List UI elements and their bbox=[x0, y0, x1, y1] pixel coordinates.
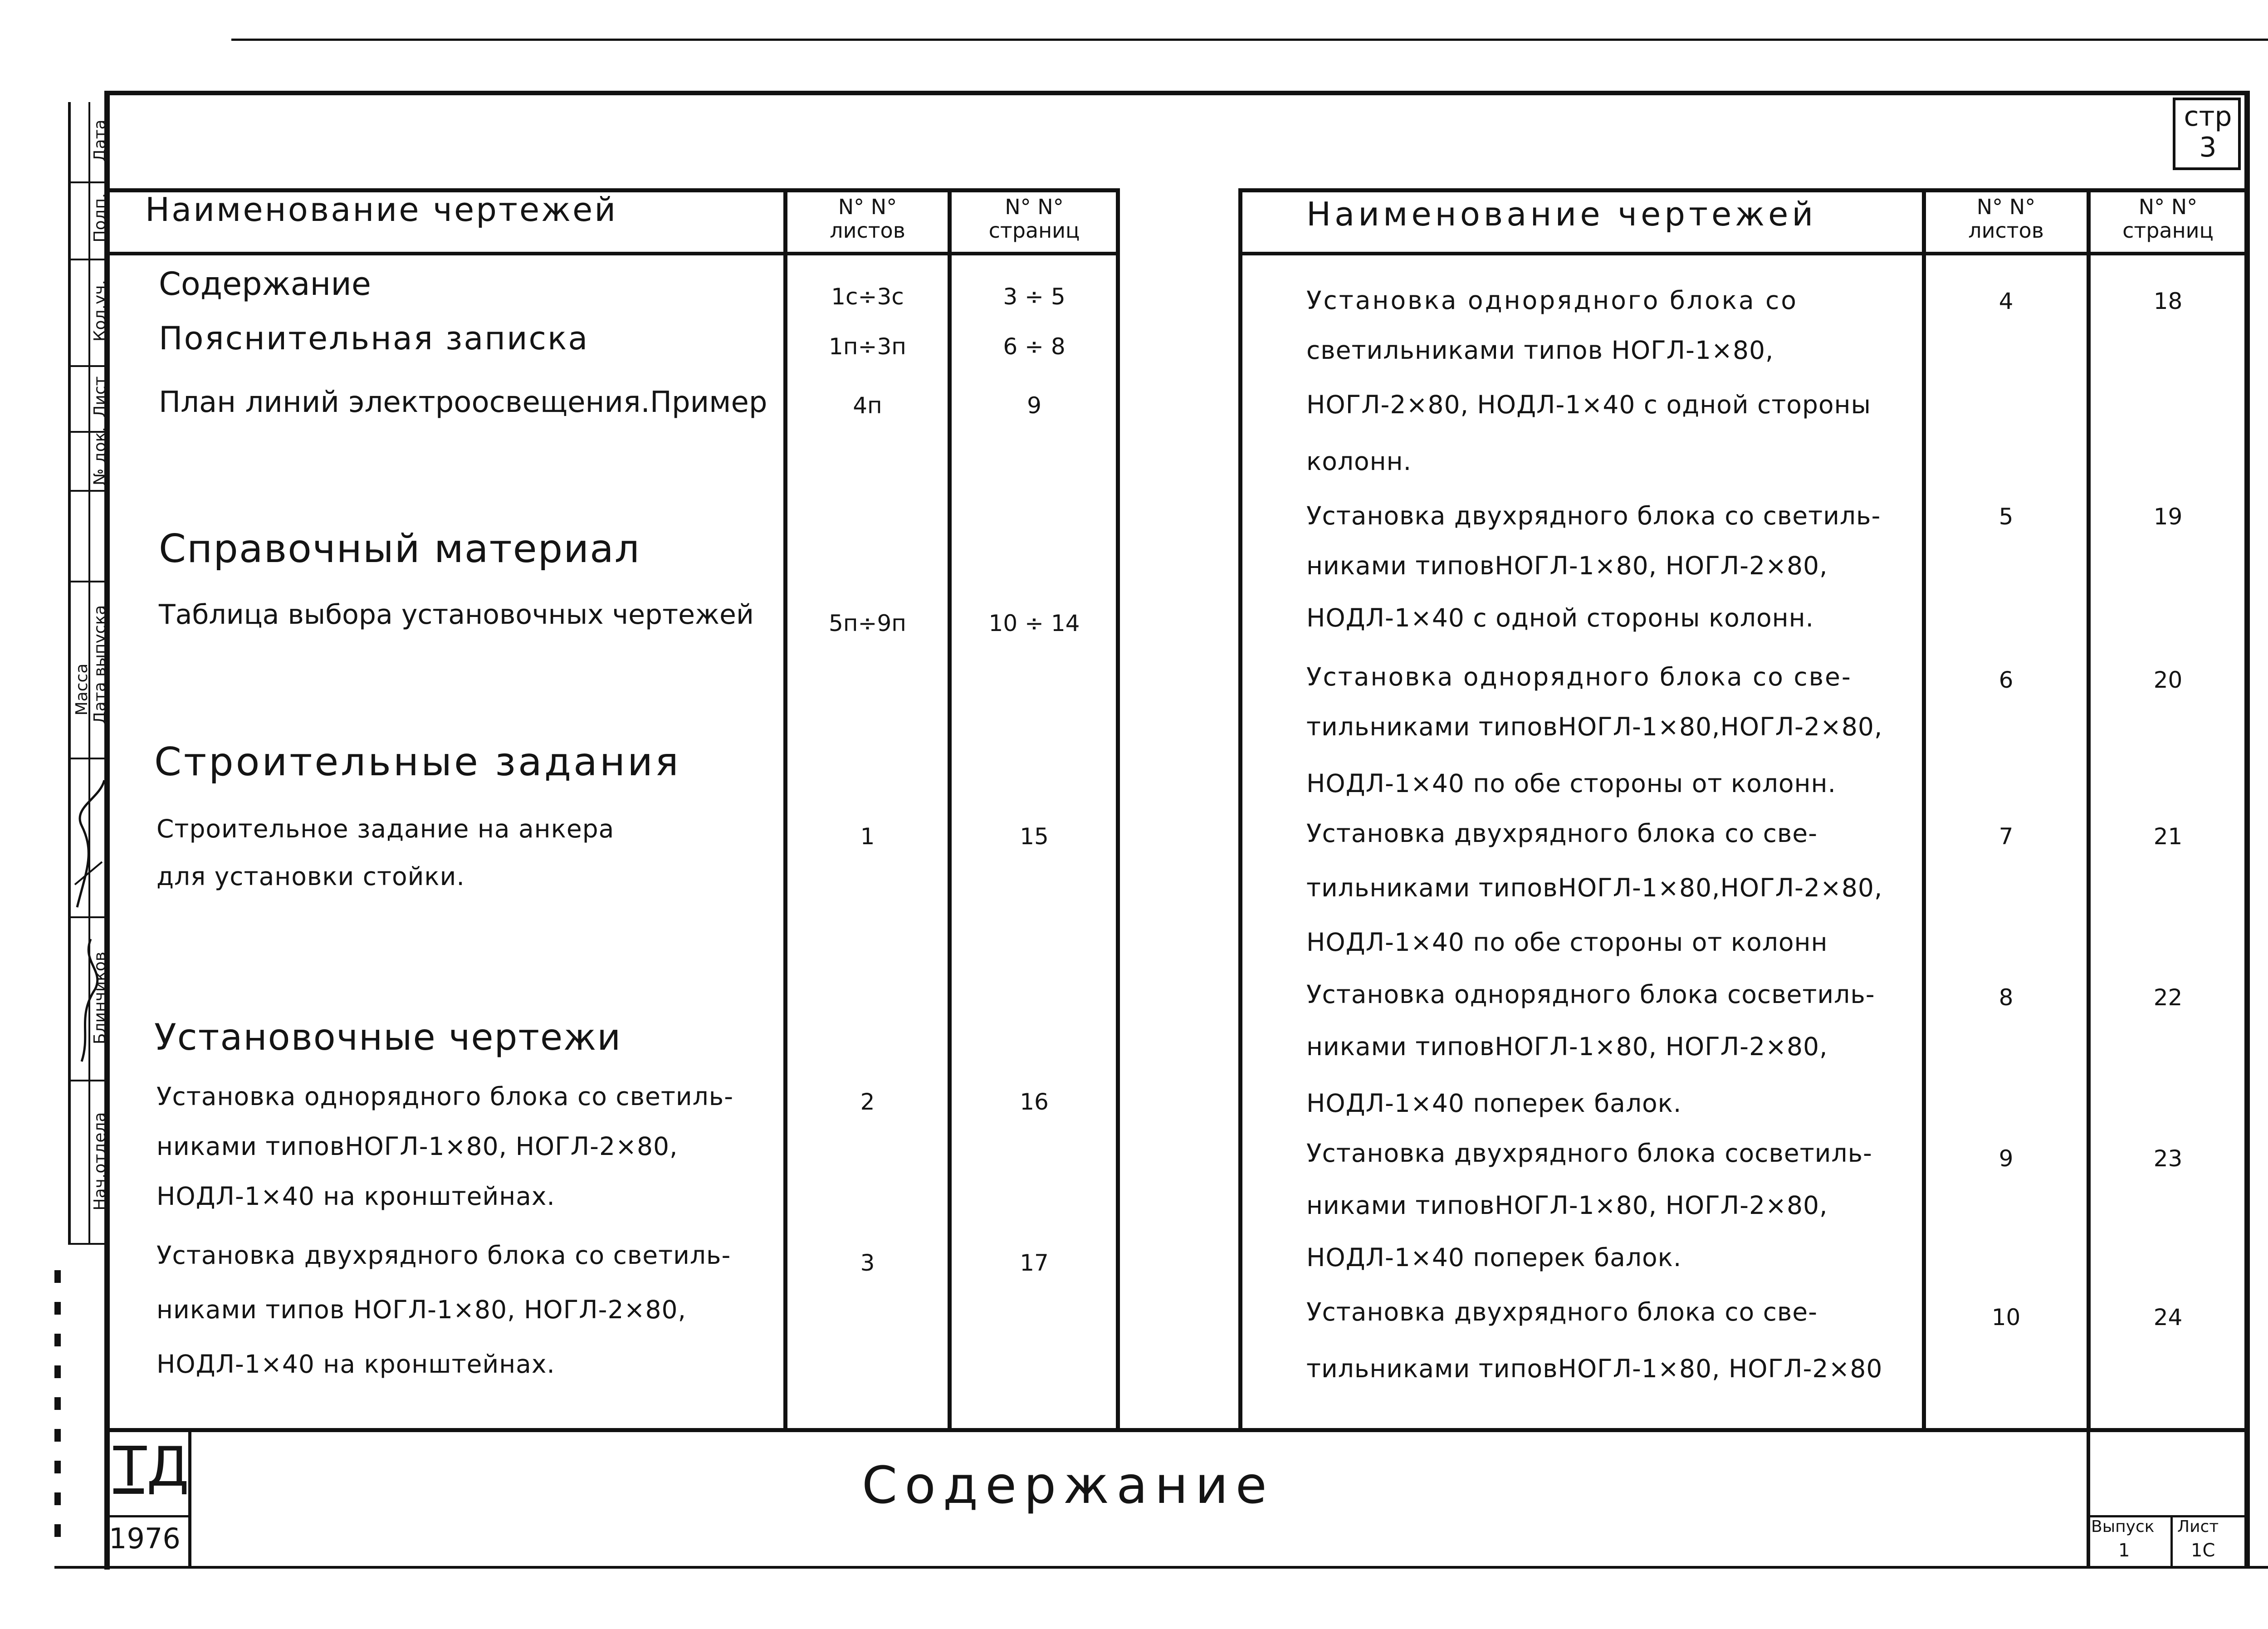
right-row-6-line1: Установка однорядного блока со све- bbox=[1306, 662, 1852, 691]
side-stamp-div5 bbox=[68, 490, 107, 492]
right-row-6-pages: 20 bbox=[2153, 667, 2183, 693]
left-header-name: Наименование чертежей bbox=[145, 191, 618, 229]
side-stamp-div3 bbox=[68, 365, 107, 367]
title-block-release-sep bbox=[2170, 1515, 2173, 1567]
left-section-construction: Строительные задания bbox=[154, 739, 681, 785]
right-table-header-bottom bbox=[1241, 252, 2245, 255]
side-stamp-div7 bbox=[68, 758, 107, 759]
edge-dash-marks bbox=[54, 1270, 61, 1542]
left-row-lighting-plan-sheets: 4п bbox=[853, 392, 882, 419]
side-stamp-div2 bbox=[68, 259, 107, 260]
frame-top bbox=[107, 91, 2250, 95]
right-row-10-sheets: 10 bbox=[1991, 1304, 2021, 1331]
side-stamp-label-name: Блинчиков bbox=[91, 951, 109, 1045]
right-row-4-pages: 18 bbox=[2153, 288, 2183, 314]
right-row-8-line2: никами типовНОГЛ-1×80, НОГЛ-2×80, bbox=[1306, 1032, 1828, 1061]
right-row-8-line1: Установка однорядного блока сосветиль- bbox=[1306, 980, 1875, 1009]
left-section-installation: Установочные чертежи bbox=[154, 1016, 622, 1058]
right-row-6-line3: НОДЛ-1×40 по обе стороны от колонн. bbox=[1306, 769, 1836, 798]
right-row-9-sheets: 9 bbox=[1999, 1145, 2014, 1172]
bottom-edge-line bbox=[54, 1566, 2268, 1569]
side-stamp-label-head: Нач.отдела bbox=[91, 1112, 109, 1211]
left-row-single-bracket-line3: НОДЛ-1×40 на кронштейнах. bbox=[156, 1182, 555, 1211]
release-value: 1 bbox=[2118, 1540, 2130, 1561]
right-row-5-line1: Установка двухрядного блока со светиль- bbox=[1306, 501, 1881, 530]
sheet-label: Лист bbox=[2177, 1517, 2219, 1536]
document-title: Содержание bbox=[862, 1456, 1274, 1515]
left-row-anchor-task-line2: для установки стойки. bbox=[156, 862, 465, 891]
left-table-header-bottom bbox=[110, 252, 1119, 255]
top-edge-line bbox=[231, 39, 2268, 41]
left-row-lighting-plan: План линий электроосвещения.Пример bbox=[159, 386, 767, 419]
sheet-value: 1С bbox=[2191, 1540, 2215, 1561]
left-section-reference: Справочный материал bbox=[159, 526, 640, 572]
right-row-8-line3: НОДЛ-1×40 поперек балок. bbox=[1306, 1089, 1682, 1118]
left-row-selection-table: Таблица выбора установочных чертежей bbox=[159, 599, 754, 631]
left-row-single-bracket-line2: никами типовНОГЛ-1×80, НОГЛ-2×80, bbox=[156, 1132, 678, 1161]
right-row-6-sheets: 6 bbox=[1999, 667, 2014, 693]
left-row-selection-table-sheets: 5п÷9п bbox=[829, 610, 906, 636]
side-stamp-div10 bbox=[68, 1243, 107, 1245]
side-stamp-label-mass: Масса bbox=[73, 663, 91, 716]
left-row-double-bracket-line1: Установка двухрядного блока со светиль- bbox=[156, 1241, 731, 1270]
side-stamp-label-sheet: Лист bbox=[91, 376, 109, 418]
right-header-pages: N° N° страниц bbox=[2122, 195, 2214, 243]
right-row-10-pages: 24 bbox=[2153, 1304, 2183, 1331]
right-table-left bbox=[1238, 188, 1242, 1429]
left-row-anchor-task-sheets: 1 bbox=[860, 823, 875, 850]
left-row-anchor-task-pages: 15 bbox=[1020, 823, 1049, 850]
right-table-col2 bbox=[2087, 188, 2091, 1429]
left-row-single-bracket-pages: 16 bbox=[1020, 1089, 1049, 1115]
left-table-right bbox=[1116, 188, 1120, 1429]
right-row-4-sheets: 4 bbox=[1999, 288, 2014, 314]
title-block-top bbox=[107, 1428, 2248, 1432]
frame-right bbox=[2244, 91, 2250, 1567]
right-row-4-line1: Установка однорядного блока со bbox=[1306, 286, 1798, 315]
left-row-double-bracket-line2: никами типов НОГЛ-1×80, НОГЛ-2×80, bbox=[156, 1295, 686, 1324]
right-row-9-line1: Установка двухрядного блока сосветиль- bbox=[1306, 1139, 1872, 1168]
left-row-contents-pages: 3 ÷ 5 bbox=[1003, 284, 1066, 310]
right-row-6-line2: тильниками типовНОГЛ-1×80,НОГЛ-2×80, bbox=[1306, 712, 1883, 741]
left-row-contents: Содержание bbox=[159, 265, 371, 303]
right-header-sheets: N° N° листов bbox=[1968, 195, 2044, 243]
left-row-explanatory-note: Пояснительная записка bbox=[159, 320, 589, 357]
left-row-anchor-task-line1: Строительное задание на анкера bbox=[156, 814, 615, 843]
left-table-col2 bbox=[948, 188, 952, 1429]
left-row-contents-sheets: 1с÷3с bbox=[831, 284, 904, 310]
right-row-9-line3: НОДЛ-1×40 поперек балок. bbox=[1306, 1243, 1682, 1272]
right-row-5-sheets: 5 bbox=[1999, 504, 2014, 530]
right-row-9-line2: никами типовНОГЛ-1×80, НОГЛ-2×80, bbox=[1306, 1191, 1828, 1220]
left-row-selection-table-pages: 10 ÷ 14 bbox=[988, 610, 1080, 636]
left-row-single-bracket-line1: Установка однорядного блока со светиль- bbox=[156, 1082, 734, 1111]
page-corner-label: стр bbox=[2184, 101, 2232, 132]
right-header-name: Наименование чертежей bbox=[1306, 195, 1817, 233]
right-row-5-line2: никами типовНОГЛ-1×80, НОГЛ-2×80, bbox=[1306, 551, 1828, 580]
right-row-8-sheets: 8 bbox=[1999, 984, 2014, 1011]
left-row-double-bracket-sheets: 3 bbox=[860, 1250, 875, 1276]
right-row-10-line1: Установка двухрядного блока со све- bbox=[1306, 1297, 1818, 1326]
td-logo: ТД bbox=[113, 1436, 190, 1499]
left-row-explanatory-note-sheets: 1п÷3п bbox=[829, 333, 906, 360]
right-table-col1 bbox=[1922, 188, 1926, 1429]
right-row-7-sheets: 7 bbox=[1999, 823, 2014, 850]
side-stamp-left bbox=[68, 102, 71, 1243]
title-block-logo-sep bbox=[107, 1515, 191, 1517]
left-header-sheets: N° N° листов bbox=[830, 195, 905, 243]
left-row-double-bracket-pages: 17 bbox=[1020, 1250, 1049, 1276]
left-table-col1 bbox=[783, 188, 787, 1429]
signature-scribble-2 bbox=[68, 925, 109, 1071]
right-row-5-line3: НОДЛ-1×40 с одной стороны колонн. bbox=[1306, 603, 1814, 632]
right-row-4-line4: колонн. bbox=[1306, 447, 1412, 476]
side-stamp-label-qty: Кол.уч. bbox=[91, 279, 109, 342]
left-row-explanatory-note-pages: 6 ÷ 8 bbox=[1003, 333, 1066, 360]
left-header-pages: N° N° страниц bbox=[988, 195, 1080, 243]
page-corner-number: 3 bbox=[2199, 132, 2217, 163]
right-row-7-line1: Установка двухрядного блока со све- bbox=[1306, 819, 1818, 848]
right-row-4-line2: светильниками типов НОГЛ-1×80, bbox=[1306, 336, 1774, 365]
right-row-7-pages: 21 bbox=[2153, 823, 2183, 850]
side-stamp-label-docno: № док. bbox=[91, 427, 109, 485]
left-row-lighting-plan-pages: 9 bbox=[1027, 392, 1041, 419]
right-table-top bbox=[1241, 188, 2245, 192]
side-stamp-label-date: Дата bbox=[91, 119, 109, 162]
right-row-10-line2: тильниками типовНОГЛ-1×80, НОГЛ-2×80 bbox=[1306, 1354, 1883, 1383]
right-row-5-pages: 19 bbox=[2153, 504, 2183, 530]
left-row-double-bracket-line3: НОДЛ-1×40 на кронштейнах. bbox=[156, 1350, 555, 1379]
year-label: 1976 bbox=[109, 1522, 181, 1555]
right-row-4-line3: НОГЛ-2×80, НОДЛ-1×40 с одной стороны bbox=[1306, 390, 1871, 419]
left-row-single-bracket-sheets: 2 bbox=[860, 1089, 875, 1115]
side-stamp-div9 bbox=[68, 1080, 107, 1081]
right-row-7-line2: тильниками типовНОГЛ-1×80,НОГЛ-2×80, bbox=[1306, 873, 1883, 902]
right-row-9-pages: 23 bbox=[2153, 1145, 2183, 1172]
signature-scribble bbox=[68, 771, 109, 916]
side-stamp-label-release-date: Дата выпуска bbox=[91, 605, 109, 724]
title-block-right-divider bbox=[2087, 1429, 2090, 1567]
side-stamp-div8 bbox=[68, 916, 107, 918]
side-stamp-label-sign: Подп. bbox=[91, 193, 109, 243]
right-row-7-line3: НОДЛ-1×40 по обе стороны от колонн bbox=[1306, 928, 1828, 957]
release-label: Выпуск bbox=[2091, 1517, 2155, 1536]
right-row-8-pages: 22 bbox=[2153, 984, 2183, 1011]
